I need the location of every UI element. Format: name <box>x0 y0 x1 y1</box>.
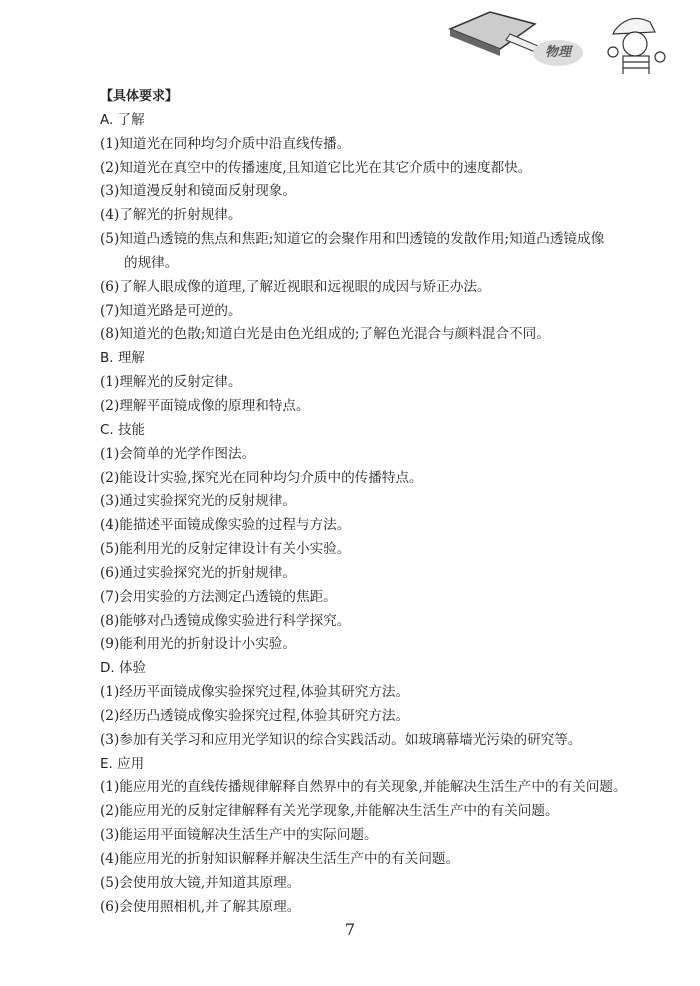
requirement-item: (7)知道光路是可逆的。 <box>100 302 242 319</box>
requirement-item: (4)能描述平面镜成像实验的过程与方法。 <box>100 517 351 534</box>
cartoon-boy-icon <box>608 18 665 74</box>
requirement-item: (1)知道光在同种均匀介质中沿直线传播。 <box>100 135 351 152</box>
requirement-item: (6)会使用照相机,并了解其原理。 <box>100 898 301 915</box>
requirement-item: (2)经历凸透镜成像实验探究过程,体验其研究方法。 <box>100 707 410 724</box>
requirement-item: (2)理解平面镜成像的原理和特点。 <box>100 397 310 414</box>
requirement-item: (1)经历平面镜成像实验探究过程,体验其研究方法。 <box>100 684 410 701</box>
requirement-item: (5)会使用放大镜,并知道其原理。 <box>100 874 301 891</box>
subsection-title: C. 技能 <box>100 421 146 438</box>
subsection-title: D. 体验 <box>100 660 146 677</box>
subsection-title: E. 应用 <box>100 755 145 772</box>
requirement-item: (3)知道漫反射和镜面反射现象。 <box>100 183 296 200</box>
section-heading: 【具体要求】 <box>100 89 179 104</box>
requirement-item: (2)知道光在真空中的传播速度,且知道它比光在其它介质中的速度都快。 <box>100 159 532 176</box>
requirement-item: (8)能够对凸透镜成像实验进行科学探究。 <box>100 612 351 629</box>
requirement-item: (9)能利用光的折射设计小实验。 <box>100 636 296 653</box>
requirement-item: (6)通过实验探究光的折射规律。 <box>100 564 296 581</box>
requirement-item: (4)能应用光的折射知识解释并解决生活生产中的有关问题。 <box>100 851 460 867</box>
document-body <box>100 85 660 920</box>
requirement-item: (8)知道光的色散;知道白光是由色光组成的;了解色光混合与颜料混合不同。 <box>100 326 550 343</box>
requirement-item: (2)能设计实验,探究光在同种均匀介质中的传播特点。 <box>100 469 423 486</box>
subject-logo: 物理 <box>533 40 583 66</box>
requirement-item: (1)理解光的反射定律。 <box>100 374 242 391</box>
requirement-item: (1)会简单的光学作图法。 <box>100 445 256 462</box>
requirement-item: (3)通过实验探究光的反射规律。 <box>100 493 296 510</box>
requirement-item: (5)能利用光的反射定律设计有关小实验。 <box>100 541 351 558</box>
requirement-item: (2)能应用光的反射定律解释有关光学现象,并能解决生活生产中的有关问题。 <box>100 803 559 820</box>
requirement-item: (3)参加有关学习和应用光学知识的综合实践活动。如玻璃幕墙光污染的研究等。 <box>100 731 582 748</box>
requirement-item: (7)会用实验的方法测定凸透镜的焦距。 <box>100 588 337 605</box>
requirement-item: (3)能运用平面镜解决生活生产中的实际问题。 <box>100 827 378 844</box>
requirement-item: (1)能应用光的直线传播规律解释自然界中的有关现象,并能解决生活生产中的有关问题。 <box>100 779 627 796</box>
requirement-item: (5)知道凸透镜的焦点和焦距;知道它的会聚作用和凹透镜的发散作用;知道凸透镜成像 <box>100 231 605 248</box>
requirement-item: (6)了解人眼成像的道理,了解近视眼和远视眼的成因与矫正办法。 <box>100 278 491 295</box>
subsection-title: A. 了解 <box>100 111 145 128</box>
page-number: 7 <box>344 920 356 939</box>
requirement-item: 的规律。 <box>124 254 179 271</box>
subsection-title: B. 理解 <box>100 350 145 367</box>
requirement-item: (4)了解光的折射规律。 <box>100 207 242 224</box>
